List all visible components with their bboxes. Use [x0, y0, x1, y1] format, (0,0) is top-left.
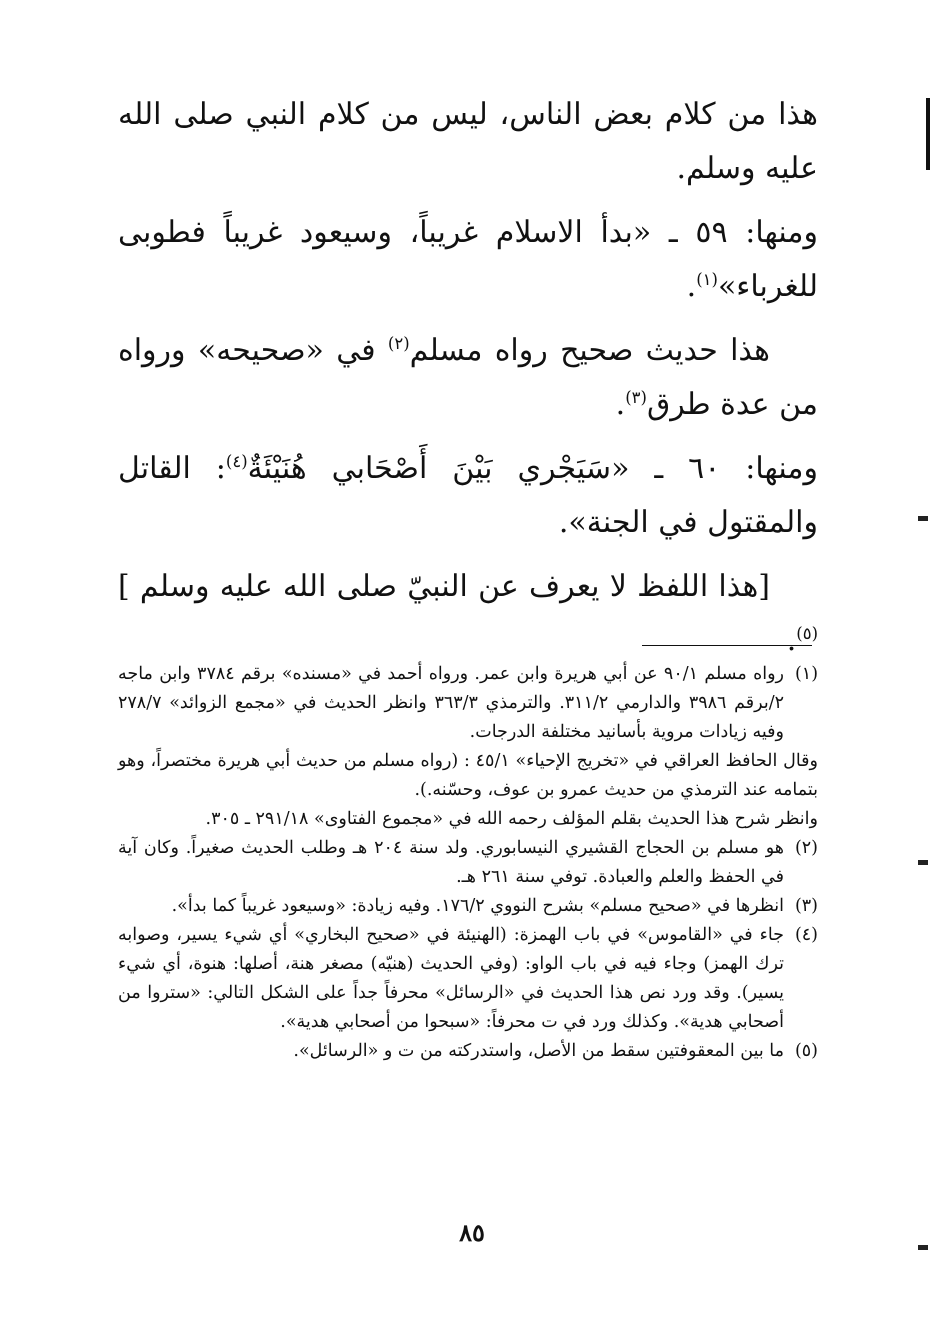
- paragraph-4-text: ومنها: ٦٠ ـ «سَيَجْري بَيْنَ أَصْحَابي هُنَيْئَةٌ: [247, 451, 818, 486]
- footnote-text: جاء في «القاموس» في باب الهمزة: (الهنيئة في «صحيح البخاري» أي شيء يسير، وصوابه ترك الهمز) وجاء فيه في باب الواو: (وفي الحديث (هنيّه) مصغر هنة، أصلها: هنوة، أي شيء يسير). وقد ورد نص هذا الحديث في «الرسائل» محرفاً جداً على الشكل التالي: «ستروا من أصحابي هدية». وكذلك ورد في ت محرفاً: «سبحوا من أصحابي هدية».: [118, 925, 784, 1032]
- footnotes-section: [118, 660, 818, 1066]
- footnote-3: [118, 892, 818, 921]
- page-number: ٨٥: [459, 1218, 485, 1247]
- footnote-text: ما بين المعقوفتين سقط من الأصل، واستدركته من ت و «الرسائل».: [293, 1041, 784, 1061]
- footnote-text: وانظر شرح هذا الحديث بقلم المؤلف رحمه الله في «مجموع الفتاوى» ٢٩١/١٨ ـ ٣٠٥.: [205, 809, 818, 829]
- footnote-1: [118, 660, 818, 747]
- paragraph-5-end: .: [786, 623, 797, 658]
- footnote-text: رواه مسلم ٩٠/١ عن أبي هريرة وابن عمر. ورواه أحمد في «مسنده» برقم ٣٧٨٤ وابن ماجه ٢/برقم ٣٩٨٦ والدارمي ٣١١/٢. والترمذي ٣٦٣/٣ وانظر الحديث في «مجمع الزوائد» ٢٧٨/٧ وفيه زيادات مروية بأسانيد مختلفة الدرجات.: [118, 664, 785, 742]
- footnote-1-continued: [118, 805, 818, 834]
- paragraph-2: [118, 206, 818, 314]
- paragraph-1: [118, 88, 818, 196]
- footnote-number: (٤): [794, 925, 818, 945]
- footnote-5: [118, 1037, 818, 1066]
- scan-edge-mark: [926, 98, 930, 170]
- footnote-4: [118, 921, 818, 1037]
- footnote-number: (١): [794, 664, 819, 684]
- paragraph-4-end: : القاتل والمقتول في الجنة».: [118, 451, 818, 540]
- paragraph-3-middle: في «صحيحه» ورواه من عدة طرق: [118, 333, 818, 422]
- footnote-ref-2[interactable]: (٢): [387, 334, 410, 353]
- paragraph-4: [118, 442, 818, 550]
- paragraph-3: [118, 324, 818, 432]
- scan-edge-dot: [918, 516, 928, 521]
- paragraph-3-text: هذا حديث صحيح رواه مسلم: [409, 333, 770, 368]
- footnote-ref-4[interactable]: (٤): [225, 452, 248, 471]
- paragraph-2-end: .: [686, 269, 697, 304]
- main-text-block: [118, 88, 818, 678]
- footnote-number: (٣): [794, 896, 818, 916]
- paragraph-2-text: ومنها: ٥٩ ـ «بدأ الاسلام غريباً، وسيعود غريباً فطوبى للغرباء»: [118, 215, 818, 304]
- footnote-number: (٢): [794, 838, 818, 858]
- footnote-ref-3[interactable]: (٣): [625, 388, 647, 407]
- footnote-2: [118, 834, 818, 892]
- footnote-ref-5[interactable]: (٥): [796, 624, 818, 643]
- footnote-ref-1[interactable]: (١): [696, 270, 718, 289]
- paragraph-3-end: .: [615, 387, 626, 422]
- paragraph-1-text: هذا من كلام بعض الناس، ليس من كلام النبي صلى الله عليه وسلم.: [118, 97, 818, 186]
- footnote-1-continued: [118, 747, 818, 805]
- paragraph-5: [118, 560, 818, 668]
- footnote-text: انظرها في «صحيح مسلم» بشرح النووي ١٧٦/٢. وفيه زيادة: «وسيعود غريباً كما بدأ».: [171, 896, 784, 916]
- scan-edge-dot: [918, 860, 928, 865]
- paragraph-5-text: [هذا اللفظ لا يعرف عن النبيّ صلى الله عليه وسلم ]: [118, 569, 770, 604]
- footnote-text: هو مسلم بن الحجاج القشيري النيسابوري. ولد سنة ٢٠٤ هـ وطلب الحديث صغيراً. وكان آية في الحفظ والعلم والعبادة. توفي سنة ٢٦١ هـ.: [118, 838, 784, 887]
- footnote-text: وقال الحافظ العراقي في «تخريج الإحياء» ٤٥/١ : (رواه مسلم من حديث أبي هريرة مختصراً، وهو بتمامه عند الترمذي من حديث عمرو بن عوف، وحسّنه.).: [118, 751, 818, 800]
- footnote-divider: [642, 645, 812, 646]
- footnote-number: (٥): [794, 1041, 818, 1061]
